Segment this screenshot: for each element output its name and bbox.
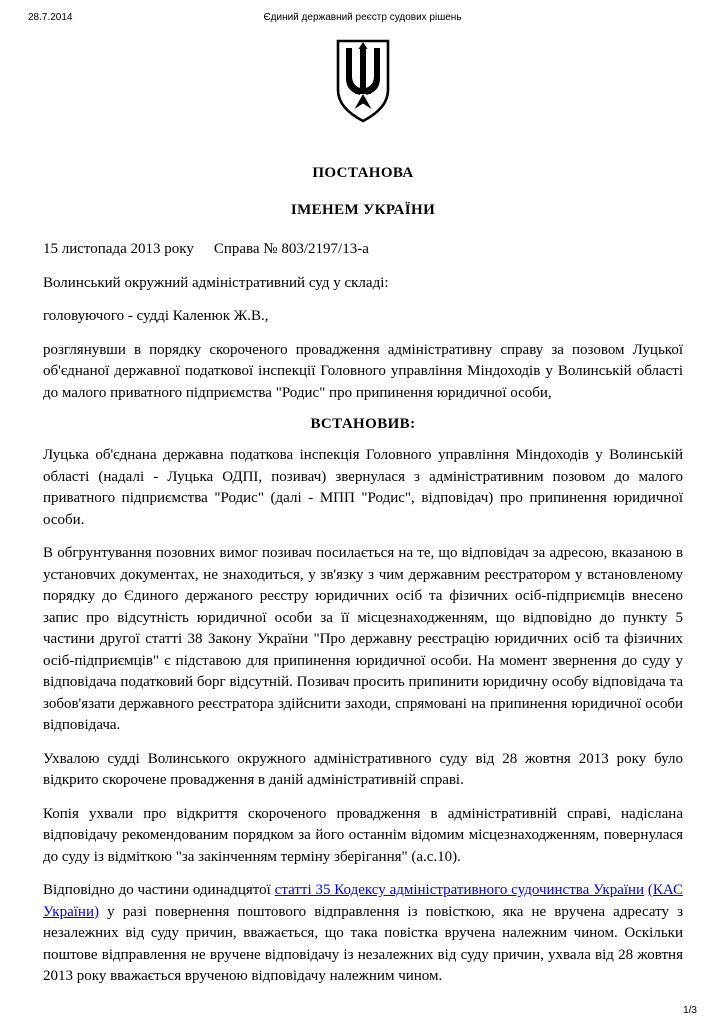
decision-date: 15 листопада 2013 року	[43, 241, 194, 257]
link-kas-ukraine[interactable]: (КАС України)	[43, 882, 684, 920]
paragraph-grounds: В обгрунтування позовних вимог позивач посилається на те, що відповідач за адресою, вказаною в установчих документах, не знаходиться, у зв'язку з чим державним реєстратором у встановленому порядку до Єдиного держаного реєстру юридичних осіб та фізичних осіб-підприємців внесено запис про відсутність юридичної особи за її місцезнаходженням, що відповідно до пункту 5 частини другої статті 38 Закону України "Про державну реєстрацію юридичних осіб та фізичних осіб-підприємців" є підставою для припинення юридичної особи. На момент звернення до суду у відповідача податковий борг відсутній. Позивач просить припинити юридичну особу відповідача та зобов'язати державного реєстратора здійснити заходи, спрямовані на припинення юридичної особи відповідача.	[43, 545, 683, 733]
paragraph-legal-basis	[43, 880, 683, 988]
legal-basis-text-pre: Відповідно до частини одинадцятої	[43, 882, 275, 898]
document-subtitle: ІМЕНЕМ УКРАЇНИ	[290, 202, 436, 218]
page-number: 1/3	[683, 1005, 697, 1016]
print-header-date: 28.7.2014	[28, 12, 73, 23]
coat-of-arms-icon	[43, 38, 683, 129]
document-title: ПОСТАНОВА	[312, 165, 414, 181]
intro-paragraph: розглянувши в порядку скороченого провадження адміністративну справу за позовом Луцької об'єднаної державної податкової інспекції Головного управління Міндоходів у Волинській області до малого приватного підприємства "Родис" про припинення юридичної особи,	[43, 341, 683, 401]
paragraph-claim: Луцька об'єднана державна податкова інспекція Головного управління Міндоходів у Волинській області (надалі - Луцька ОДПІ, позивач) звернулася з адміністративним позовом до малого приватного підприємства "Родис" (далі - МПП "Родис", відповідач) про припинення юридичної особи.	[43, 447, 683, 528]
print-header-title: Єдиний державний реєстр судових рішень	[263, 12, 462, 23]
link-article-35-kas[interactable]: статті 35 Кодексу адміністративного судочинства України	[274, 882, 645, 898]
judge-line: головуючого - судді Каленюк Ж.В.,	[43, 308, 269, 324]
court-name-line: Волинський окружний адміністративний суд у складі:	[43, 274, 389, 291]
date-and-case-line	[43, 239, 683, 261]
paragraph-ruling-opened: Ухвалою судді Волинського окружного адміністративного суду від 28 жовтня 2013 року було відкрито скорочене провадження в даній адміністративній справі.	[43, 750, 683, 788]
legal-basis-text-post: у разі повернення поштового відправлення із повісткою, яка не вручена адресату з незалежних від суду причин, вважається, що така повістка вручена належним чином. Оскільки поштове відправлення не вручене відповідачу із незалежних від суду причин, ухвала від 28 жовтня 2013 року вважається врученою відповідачу належним чином.	[43, 903, 683, 984]
established-heading: ВСТАНОВИВ:	[310, 416, 416, 432]
case-number: Справа № 803/2197/13-а	[213, 241, 369, 257]
paragraph-mail-returned: Копія ухвали про відкриття скороченого провадження в адміністративній справі, надіслана відповідачу рекомендованим порядком за його останнім відомим місцезнаходженням, повернулася до суду із відміткою "за закінченням терміну зберігання" (а.с.10).	[43, 805, 683, 865]
document-page	[43, 0, 683, 988]
